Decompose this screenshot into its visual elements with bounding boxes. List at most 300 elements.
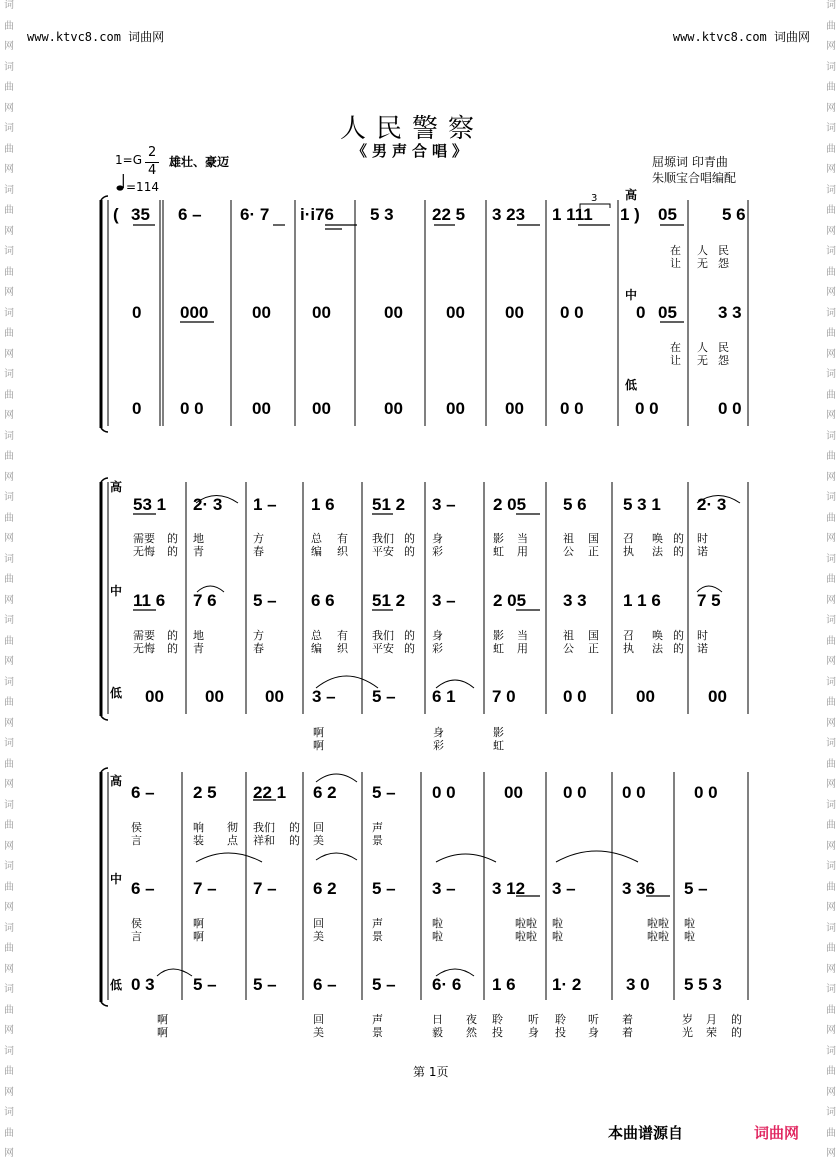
watermark-glyph: 词 <box>4 799 14 811</box>
lyric-syllable: 平安 <box>372 642 394 655</box>
lyric-syllable: 美 <box>313 930 324 943</box>
lyric-syllable: 公 <box>563 545 574 558</box>
watermark-glyph: 网 <box>4 963 14 975</box>
watermark-glyph: 曲 <box>826 820 836 831</box>
watermark-glyph: 词 <box>826 123 836 134</box>
time-signature-top: 2 <box>148 145 157 160</box>
lyric-syllable: 唤 <box>652 629 663 642</box>
watermark-glyph: 曲 <box>4 820 14 831</box>
header-right-url[interactable]: www.ktvc8.com 词曲网 <box>672 30 810 44</box>
note-group: 0 3 <box>131 975 155 994</box>
lyric-syllable: 无 <box>697 257 708 270</box>
lyric-syllable: 用 <box>517 545 528 558</box>
note-group: 0 0 <box>180 399 204 418</box>
lyric-syllable: 法 <box>652 545 663 558</box>
lyric-syllable: 的 <box>673 532 684 545</box>
note-group: 3 3 <box>563 591 587 610</box>
lyric-syllable: 正 <box>588 545 599 558</box>
watermark-glyph: 曲 <box>4 205 14 216</box>
tempo-marking: =114 <box>126 180 159 194</box>
lyric-syllable: 公 <box>563 642 574 655</box>
lyric-syllable: 啦啦 <box>647 930 669 943</box>
watermark-glyph: 网 <box>4 471 14 483</box>
note-group: 00 <box>312 399 331 418</box>
watermark-glyph: 网 <box>826 840 836 852</box>
lyric-syllable: 我们 <box>372 629 394 642</box>
note-group: 6 – <box>131 783 155 802</box>
note-group: 0 <box>132 399 142 418</box>
note-group: 00 <box>384 399 403 418</box>
watermark-glyph: 曲 <box>826 512 836 524</box>
lyric-syllable: 无悔 <box>133 545 155 558</box>
note-group: 00 <box>252 399 271 418</box>
lyric-syllable: 当 <box>517 629 528 642</box>
watermark-glyph: 词 <box>4 922 14 934</box>
watermark-glyph: 网 <box>4 840 14 852</box>
footer-source-label: 本曲谱源自 <box>608 1124 684 1142</box>
note-group: 3 – <box>432 879 456 898</box>
note-group: 00 <box>708 687 727 706</box>
voice-label-low: 低 <box>110 686 123 700</box>
note-group: 2 5 <box>193 783 217 802</box>
lyric-syllable: 言 <box>131 834 142 847</box>
note-group: 6· 7 <box>240 205 270 224</box>
watermark-glyph: 网 <box>826 164 836 175</box>
note-group: 3 23 <box>492 205 526 224</box>
watermark-glyph: 网 <box>826 1086 836 1098</box>
lyric-syllable: 聆 <box>555 1013 566 1026</box>
lyric-syllable: 啦 <box>432 930 443 943</box>
lyric-syllable: 彩 <box>432 642 443 655</box>
watermark-glyph: 词 <box>826 184 836 196</box>
watermark-glyph: 词 <box>826 553 836 565</box>
watermark-glyph: 网 <box>4 41 14 52</box>
note-group: 6 2 <box>313 783 337 802</box>
lyric-syllable: 听 <box>528 1013 539 1026</box>
watermark-glyph: 曲 <box>4 881 14 893</box>
watermark-glyph: 网 <box>826 41 836 52</box>
watermark-glyph: 网 <box>4 102 14 114</box>
lyric-syllable: 用 <box>517 642 528 655</box>
watermark-glyph: 曲 <box>4 635 14 647</box>
note-group: 3 0 <box>626 975 650 994</box>
note-group: 53 1 <box>133 495 167 514</box>
note-group: 3 – <box>432 495 456 514</box>
time-signature-bottom: 4 <box>148 163 157 178</box>
lyric-syllable: 美 <box>313 834 324 847</box>
watermark-glyph: 词 <box>826 0 836 11</box>
voice-label-low: 低 <box>625 378 638 392</box>
note-group: 0 0 <box>718 399 742 418</box>
lyric-syllable: 回 <box>313 1013 324 1026</box>
note-group: 11 6 <box>133 591 166 610</box>
lyric-syllable: 美 <box>313 1026 324 1039</box>
lyric-syllable: 无悔 <box>133 642 155 655</box>
lyric-syllable: 身 <box>432 629 443 642</box>
lyric-syllable: 在 <box>670 341 681 354</box>
lyric-syllable: 祖 <box>563 629 574 642</box>
note-group: 6 1 <box>432 687 456 706</box>
note-group: 5 6 <box>722 205 746 224</box>
note-group: 5 6 <box>563 495 587 514</box>
note-group: 5 – <box>372 783 396 802</box>
lyric-syllable: 春 <box>253 545 264 558</box>
lyric-syllable: 正 <box>588 642 599 655</box>
lyric-syllable: 声 <box>372 917 383 930</box>
note-group: 1 – <box>253 495 277 514</box>
lyric-syllable: 地 <box>193 532 204 545</box>
lyric-syllable: 我们 <box>372 532 394 545</box>
watermark-glyph: 词 <box>826 922 836 934</box>
lyric-syllable: 彩 <box>433 739 444 752</box>
note-group: i·i76 <box>300 205 335 224</box>
lyric-syllable: 啦 <box>552 930 563 943</box>
note-group: 3 – <box>312 687 336 706</box>
lyric-syllable: 的 <box>289 834 300 847</box>
lyric-syllable: 地 <box>193 629 204 642</box>
watermark-glyph: 网 <box>4 656 14 667</box>
note-group: 5 – <box>372 879 396 898</box>
lyric-syllable: 有 <box>337 532 348 545</box>
watermark-glyph: 曲 <box>4 143 14 155</box>
watermark-glyph: 网 <box>4 717 14 729</box>
note-group: 0 0 <box>563 783 587 802</box>
voice-label-high: 高 <box>625 188 638 202</box>
lyric-syllable: 青 <box>193 642 204 655</box>
watermark-glyph: 曲 <box>826 697 836 708</box>
lyric-syllable: 着 <box>622 1026 633 1039</box>
lyric-syllable: 月 <box>706 1013 717 1026</box>
watermark-glyph: 曲 <box>4 266 14 278</box>
watermark-glyph: 网 <box>4 533 14 544</box>
note-group: 6 2 <box>313 879 337 898</box>
note-group: 35 <box>131 205 150 224</box>
note-group: 00 <box>446 399 465 418</box>
lyric-syllable: 听 <box>588 1013 599 1026</box>
lyric-syllable: 的 <box>673 642 684 655</box>
note-group: 1 1 6 <box>623 591 661 610</box>
lyric-syllable: 影 <box>493 726 504 739</box>
note-group: 00 <box>504 783 523 802</box>
note-group: 7 5 <box>697 591 721 610</box>
note-group: 3 – <box>432 591 456 610</box>
lyric-syllable: 啦 <box>684 930 695 943</box>
lyric-syllable: 的 <box>673 545 684 558</box>
voice-label-high: 高 <box>110 480 123 494</box>
watermark-glyph: 词 <box>826 492 836 503</box>
watermark-glyph: 词 <box>4 184 14 196</box>
note-group: 7 6 <box>193 591 217 610</box>
lyric-syllable: 在 <box>670 244 681 257</box>
lyric-syllable: 的 <box>404 532 415 545</box>
lyric-syllable: 唤 <box>652 532 663 545</box>
watermark-glyph: 曲 <box>826 205 836 216</box>
lyric-syllable: 的 <box>289 821 300 834</box>
lyric-syllable: 需要 <box>133 629 155 642</box>
watermark-glyph: 词 <box>4 984 14 995</box>
lyric-syllable: 声 <box>372 821 383 834</box>
note-group: 0 0 <box>432 783 456 802</box>
lyric-syllable: 无 <box>697 354 708 367</box>
voice-label-high: 高 <box>110 774 123 788</box>
watermark-glyph: 网 <box>826 656 836 667</box>
lyric-syllable: 回 <box>313 821 324 834</box>
watermark-glyph: 网 <box>4 779 14 790</box>
lyric-syllable: 身 <box>528 1026 539 1039</box>
watermark-glyph: 曲 <box>4 1127 14 1139</box>
watermark-glyph: 词 <box>826 430 836 442</box>
key-signature: 1=G <box>115 153 142 167</box>
watermark-glyph: 词 <box>4 492 14 503</box>
lyric-syllable: 让 <box>670 354 681 367</box>
note-group: 6· 6 <box>432 975 462 994</box>
watermark-glyph: 词 <box>826 984 836 995</box>
lyric-syllable: 执 <box>623 545 634 558</box>
note-group: ( <box>113 205 119 224</box>
watermark-glyph: 网 <box>4 1148 14 1159</box>
lyric-syllable: 言 <box>131 930 142 943</box>
watermark-glyph: 词 <box>826 369 836 380</box>
note-group: 1 6 <box>311 495 335 514</box>
watermark-glyph: 曲 <box>4 943 14 954</box>
note-group: 3 36 <box>622 879 656 898</box>
note-group: 0 0 <box>560 303 584 322</box>
note-group: 6 – <box>178 205 202 224</box>
watermark-glyph: 曲 <box>4 82 14 93</box>
lyric-syllable: 人 <box>697 244 708 257</box>
lyric-syllable: 怨 <box>718 257 729 270</box>
note-group: 00 <box>636 687 655 706</box>
note-group: 5 – <box>684 879 708 898</box>
lyric-syllable: 当 <box>517 532 528 545</box>
watermark-glyph: 词 <box>4 1107 14 1118</box>
watermark-glyph: 曲 <box>826 1127 836 1139</box>
lyric-syllable: 点 <box>227 834 238 847</box>
watermark-glyph: 词 <box>4 246 14 257</box>
watermark-glyph: 曲 <box>826 758 836 770</box>
note-group: 0 0 <box>635 399 659 418</box>
watermark-glyph: 网 <box>4 348 14 360</box>
note-group: 00 <box>505 303 524 322</box>
note-group: 22 1 <box>253 783 287 802</box>
watermark-glyph: 词 <box>4 123 14 134</box>
lyric-syllable: 编 <box>311 642 322 655</box>
lyric-syllable: 祖 <box>563 532 574 545</box>
lyric-syllable: 的 <box>673 629 684 642</box>
lyric-syllable: 我们 <box>253 821 275 834</box>
watermark-glyph: 网 <box>826 779 836 790</box>
lyric-syllable: 啦啦 <box>515 917 537 930</box>
watermark-glyph: 曲 <box>826 1066 836 1077</box>
note-group: 2 05 <box>493 495 527 514</box>
watermark-glyph: 词 <box>826 615 836 626</box>
watermark-glyph: 曲 <box>4 1004 14 1016</box>
lyric-syllable: 荣 <box>706 1026 717 1039</box>
watermark-glyph: 曲 <box>826 881 836 893</box>
note-group: 5 – <box>372 687 396 706</box>
lyric-syllable: 诺 <box>697 642 708 655</box>
watermark-glyph: 曲 <box>4 389 14 401</box>
lyric-syllable: 春 <box>253 642 264 655</box>
watermark-glyph: 曲 <box>826 143 836 155</box>
lyric-syllable: 国 <box>588 532 599 545</box>
watermark-glyph: 曲 <box>4 512 14 524</box>
note-group: 5 – <box>253 975 277 994</box>
lyric-syllable: 的 <box>731 1026 742 1039</box>
lyric-syllable: 啊 <box>313 739 324 752</box>
lyric-syllable: 影 <box>493 629 504 642</box>
voice-label-mid: 中 <box>110 872 123 886</box>
lyric-syllable: 啦 <box>432 917 443 930</box>
lyric-syllable: 声 <box>372 1013 383 1026</box>
lyric-syllable: 啊 <box>157 1026 168 1039</box>
header-left-url[interactable]: www.ktvc8.com 词曲网 <box>27 30 165 44</box>
watermark-glyph: 曲 <box>4 328 14 339</box>
expression-marking: 雄壮、豪迈 <box>169 155 230 169</box>
note-group: 1· 2 <box>552 975 582 994</box>
note-group: 1 ) <box>620 205 640 224</box>
note-group: 7 – <box>193 879 217 898</box>
page-subtitle: 《男声合唱》 <box>352 142 473 160</box>
watermark-glyph: 词 <box>4 861 14 872</box>
note-group: 5 – <box>372 975 396 994</box>
watermark-glyph: 网 <box>4 594 14 606</box>
lyric-syllable: 青 <box>193 545 204 558</box>
lyric-syllable: 总 <box>311 532 322 545</box>
note-group: 00 <box>446 303 465 322</box>
watermark-glyph: 词 <box>4 369 14 380</box>
lyric-syllable: 召 <box>623 532 634 545</box>
note-group: 0 <box>132 303 142 322</box>
watermark-glyph: 曲 <box>826 574 836 585</box>
note-group: 3 3 <box>718 303 742 322</box>
lyric-syllable: 啊 <box>193 930 204 943</box>
credits-line-2: 朱顺宝合唱编配 <box>652 171 737 185</box>
lyric-syllable: 民 <box>718 341 729 354</box>
note-group: 0 0 <box>563 687 587 706</box>
footer-brand-link[interactable]: 词曲网 <box>754 1124 800 1142</box>
watermark-glyph: 词 <box>826 861 836 872</box>
lyric-syllable: 岁 <box>682 1013 693 1026</box>
lyric-syllable: 着 <box>622 1013 633 1026</box>
watermark-glyph: 曲 <box>826 328 836 339</box>
lyric-syllable: 织 <box>337 642 348 655</box>
lyric-syllable: 的 <box>731 1013 742 1026</box>
lyric-syllable: 虹 <box>493 545 504 558</box>
lyric-syllable: 聆 <box>492 1013 503 1026</box>
watermark-glyph: 词 <box>4 615 14 626</box>
note-group: 5 5 3 <box>684 975 722 994</box>
watermark-glyph: 词 <box>826 676 836 688</box>
watermark-glyph: 曲 <box>826 451 836 462</box>
lyric-syllable: 平安 <box>372 545 394 558</box>
watermark-glyph: 词 <box>4 0 14 11</box>
watermark-glyph: 词 <box>4 61 14 73</box>
watermark-glyph: 网 <box>4 1086 14 1098</box>
lyric-syllable: 夜 <box>466 1013 477 1026</box>
watermark-glyph: 曲 <box>826 635 836 647</box>
lyric-syllable: 毅 <box>432 1026 443 1039</box>
note-group: 00 <box>205 687 224 706</box>
watermark-glyph: 网 <box>826 471 836 483</box>
note-group: 5 – <box>193 975 217 994</box>
note-group: 6 6 <box>311 591 335 610</box>
watermark-glyph: 曲 <box>4 758 14 770</box>
lyric-syllable: 织 <box>337 545 348 558</box>
lyric-syllable: 身 <box>432 532 443 545</box>
lyric-syllable: 光 <box>682 1026 693 1039</box>
watermark-glyph: 网 <box>4 225 14 237</box>
note-group: 2· 3 <box>697 495 727 514</box>
lyric-syllable: 有 <box>337 629 348 642</box>
watermark-glyph: 网 <box>826 287 836 298</box>
watermark-glyph: 网 <box>4 164 14 175</box>
lyric-syllable: 的 <box>167 532 178 545</box>
watermark-glyph: 网 <box>826 1025 836 1036</box>
lyric-syllable: 日 <box>432 1013 443 1026</box>
lyric-syllable: 时 <box>697 629 708 642</box>
watermark-glyph: 词 <box>826 246 836 257</box>
note-group: 00 <box>265 687 284 706</box>
lyric-syllable: 啦啦 <box>515 930 537 943</box>
watermark-glyph: 词 <box>4 676 14 688</box>
lyric-syllable: 的 <box>167 629 178 642</box>
lyric-syllable: 让 <box>670 257 681 270</box>
watermark-glyph: 网 <box>826 594 836 606</box>
voice-label-low: 低 <box>110 978 123 992</box>
note-group: 0 <box>636 303 646 322</box>
lyric-syllable: 诺 <box>697 545 708 558</box>
lyric-syllable: 啦 <box>684 917 695 930</box>
watermark-glyph: 词 <box>826 61 836 73</box>
note-group: 00 <box>505 399 524 418</box>
watermark-glyph: 网 <box>4 902 14 913</box>
lyric-syllable: 虹 <box>493 642 504 655</box>
lyric-syllable: 回 <box>313 917 324 930</box>
lyric-syllable: 编 <box>311 545 322 558</box>
lyric-syllable: 国 <box>588 629 599 642</box>
lyric-syllable: 祥和 <box>253 834 275 847</box>
note-group: 1 6 <box>492 975 516 994</box>
credits-line-1: 屈塬词 印青曲 <box>652 155 728 169</box>
lyric-syllable: 景 <box>372 834 383 847</box>
voice-label-mid: 中 <box>625 288 638 302</box>
note-group: 51 2 <box>372 495 406 514</box>
watermark-glyph: 曲 <box>4 20 14 32</box>
watermark-glyph: 网 <box>4 410 14 421</box>
note-group: 7 – <box>253 879 277 898</box>
watermark-glyph: 曲 <box>826 389 836 401</box>
watermark-glyph: 网 <box>826 102 836 114</box>
lyric-syllable: 召 <box>623 629 634 642</box>
note-group: 3 12 <box>492 879 526 898</box>
watermark-glyph: 曲 <box>826 266 836 278</box>
watermark-glyph: 词 <box>4 553 14 565</box>
note-group: 7 0 <box>492 687 516 706</box>
lyric-syllable: 需要 <box>133 532 155 545</box>
lyric-syllable: 身 <box>588 1026 599 1039</box>
watermark-glyph: 词 <box>4 1045 14 1057</box>
lyric-syllable: 投 <box>492 1026 503 1039</box>
note-group: 000 <box>180 303 209 322</box>
lyric-syllable: 法 <box>652 642 663 655</box>
lyric-syllable: 的 <box>404 629 415 642</box>
lyric-syllable: 人 <box>697 341 708 354</box>
note-group: 22 5 <box>432 205 466 224</box>
watermark-glyph: 网 <box>826 1148 836 1159</box>
note-group: 05 <box>658 303 677 322</box>
note-group: 3 – <box>552 879 576 898</box>
